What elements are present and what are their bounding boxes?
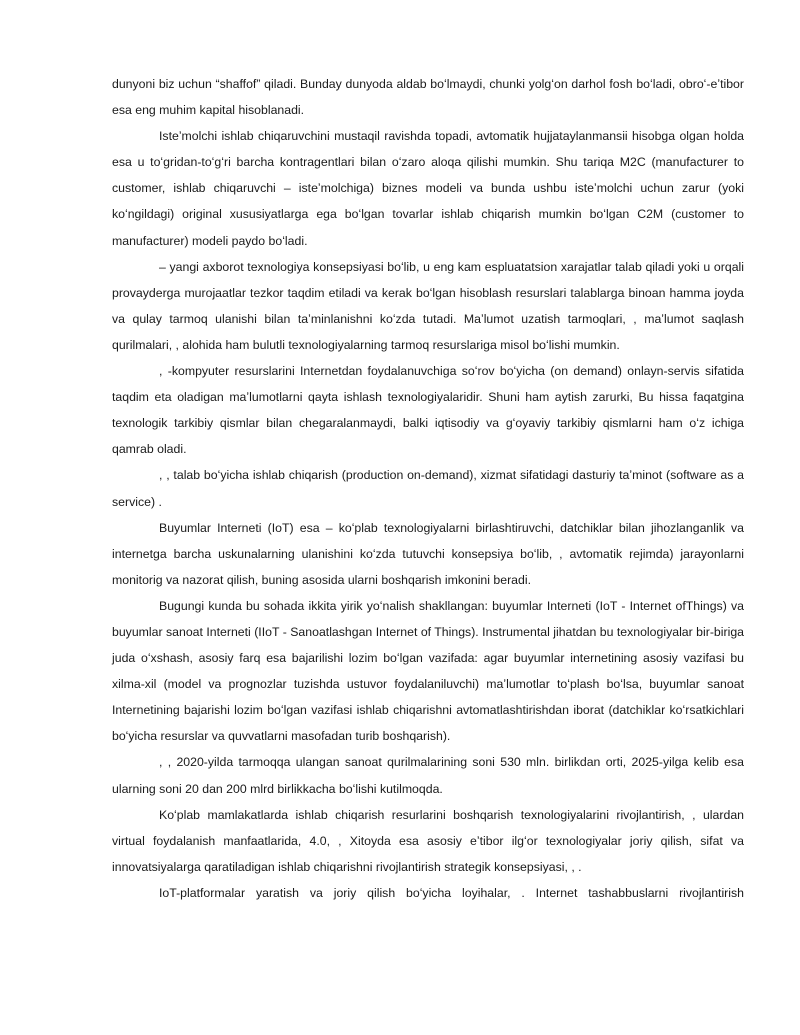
paragraph-9: Koʻplab mamlakatlarda ishlab chiqarish resurlarini boshqarish texnologiyalarini rivojlantirish, , ulardan virtual foydalanish manfaatlarida, 4.0, , Xitoyda esa asosiy eʼtibor ilgʻor texnologiyalar joriy qilish, sifat va innovatsiyalarga qaratiladigan ishlab chiqarishni rivojlantirish strategik konsepsiyasi, , . (112, 807, 744, 874)
paragraph-8: , , 2020-yilda tarmoqqa ulangan sanoat qurilmalarining soni 530 mln. birlikdan orti, 2025-yilga kelib esa ularning soni 20 dan 200 mlrd birlikkacha boʻlishi kutilmoqda. (112, 755, 744, 796)
paragraph-5: , , talab boʻyicha ishlab chiqarish (production on-demand), xizmat sifatidagi dasturiy taʼminot (software as a service) . (112, 468, 744, 509)
paragraph-3: – yangi axborot texnologiya konsepsiyasi boʻlib, u eng kam espluatatsion xarajatlar talab qiladi yoki u orqali provayderga murojaatlar tezkor taqdim etiladi va kerak boʻlgan hisoblash resurslari talablarga binoan hamma joyda va qulay tarmoq ulanishi bilan taʼminlanishni koʻzda tutadi. Maʼlumot uzatish tarmoqlari, , maʼlumot saqlash qurilmalari, , alohida ham bulutli texnologiyalarning tarmoq resurslariga misol boʻlishi mumkin. (112, 259, 744, 352)
paragraph-1: dunyoni biz uchun “shaffof” qiladi. Bunday dunyoda aldab boʻlmaydi, chunki yolgʻon darhol fosh boʻladi, obroʻ-eʼtibor esa eng muhim kapital hisoblanadi. (112, 77, 744, 118)
paragraph-7: Bugungi kunda bu sohada ikkita yirik yoʻnalish shakllangan: buyumlar Interneti (IoT - Internet ofThings) va buyumlar sanoat Interneti (IIoT - Sanoatlashgan Internet of Things). Instrumental jihatdan bu texnologiyalar bir-biriga juda oʻxshash, asosiy farq esa bajarilishi lozim boʻlgan vazifada: agar buyumlar internetining asosiy vazifasi bu xilma-xil (model va prognozlar tuzishda ustuvor foydalaniluvchi) maʼlumotlar toʻplash boʻlsa, buyumlar sanoat Internetining bajarishi lozim boʻlgan vazifasi ishlab chiqarishni avtomatlashtirishdan iborat (datchiklar koʻrsatkichlari boʻyicha resurslar va quvvatlarni masofadan turib boshqarish). (112, 598, 744, 744)
document-body (112, 71, 744, 900)
paragraph-10: IoT-platformalar yaratish va joriy qilish boʻyicha loyihalar, . Internet tashabbuslarni rivojlantirish (159, 885, 744, 900)
paragraph-2: Isteʼmolchi ishlab chiqaruvchini mustaqil ravishda topadi, avtomatik hujjataylanmansii hisobga olgan holda esa u toʻgridan-toʻgʻri barcha kontragentlari bilan oʻzaro aloqa qilishi mumkin. Shu tariqa M2C (manufacturer to customer, ishlab chiqaruvchi – isteʼmolchiga) biznes modeli va bunda ushbu isteʼmolchi uchun zarur (yoki koʻngildagi) original xususiyatlarga ega boʻlgan tovarlar ishlab chiqarish mumkin boʻlgan C2M (customer to manufacturer) modeli paydo boʻladi. (112, 129, 744, 248)
paragraph-6: Buyumlar Interneti (IoT) esa – koʻplab texnologiyalarni birlashtiruvchi, datchiklar bilan jihozlanganlik va internetga barcha uskunalarning ulanishini koʻzda tutuvchi konsepsiya boʻlib, , avtomatik rejimda) jarayonlarni monitorig va nazorat qilish, buning asosida ularni boshqarish imkonini beradi. (112, 520, 744, 587)
paragraph-4: , -kompyuter resurslarini Internetdan foydalanuvchiga soʻrov boʻyicha (on demand) onlayn-servis sifatida taqdim eta oladigan maʼlumotlarni qayta ishlash texnologiyalaridir. Shuni ham aytish zarurki, Bu hissa faqatgina texnologik tarkibiy qismlar bilan chegaralanmaydi, balki iqtisodiy va gʻoyaviy tarkibiy qismlarni ham oʻz ichiga qamrab oladi. (112, 364, 744, 457)
